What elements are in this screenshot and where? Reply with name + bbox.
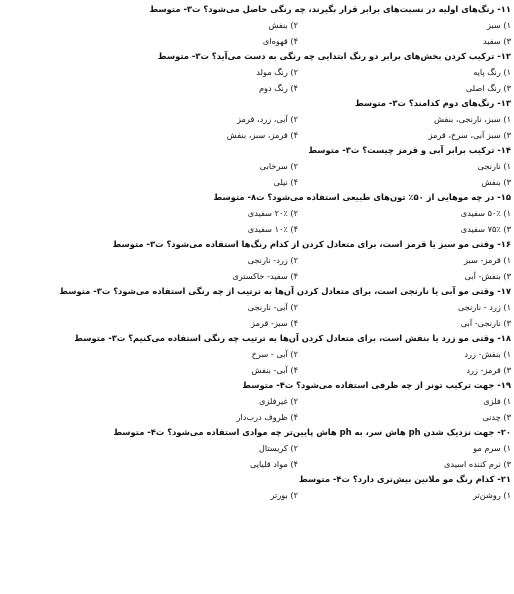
option-row <box>0 111 514 127</box>
option-2[interactable]: ۲) رنگ مولد <box>256 67 298 77</box>
option-1[interactable]: ۱) سبز، نارنجی، بنفش <box>434 114 511 124</box>
option-4[interactable]: ۴) سفید- خاکستری <box>232 271 298 281</box>
option-row <box>0 64 514 80</box>
option-row <box>0 487 514 503</box>
question-16 <box>0 237 514 284</box>
option-1[interactable]: ۱) بنفش- زرد <box>464 349 511 359</box>
question-15 <box>0 190 514 237</box>
option-3[interactable]: ۳) ۷۵٪ سفیدی <box>460 224 511 234</box>
option-4[interactable]: ۴) سبز- قرمز <box>251 318 298 328</box>
option-3[interactable]: ۳) بنفش- آبی <box>464 271 511 281</box>
option-row <box>0 17 514 33</box>
option-row <box>0 174 514 190</box>
option-4[interactable]: ۴) قرمز، سبز، بنفش <box>226 130 298 140</box>
option-row <box>0 205 514 221</box>
option-4[interactable]: ۴) قهوه‌ای <box>262 36 298 46</box>
option-row <box>0 80 514 96</box>
option-row <box>0 346 514 362</box>
option-row <box>0 315 514 331</box>
option-3[interactable]: ۳) نرم کننده اسیدی <box>443 459 511 469</box>
option-4[interactable]: ۴) رنگ دوم <box>258 83 298 93</box>
option-3[interactable]: ۳) بنفش <box>481 177 511 187</box>
question-title: ۲۱- کدام رنگ مو ملانین بیش‌تری دارد؟ ت۴- متوسط <box>298 474 511 484</box>
option-row <box>0 393 514 409</box>
option-2[interactable]: ۲) کریستال <box>258 443 298 453</box>
question-title: ۱۱- رنگ‌های اولیه در نسبت‌های برابر قرار بگیرند، چه رنگی حاصل می‌شود؟ ت۳- متوسط <box>149 4 511 14</box>
question-title: ۱۶- وقتی مو سبز یا قرمز است، برای متعادل کردن از کدام رنگ‌ها استفاده می‌شود؟ ت۳- متوسط <box>112 239 511 249</box>
option-1[interactable]: ۱) رنگ پایه <box>473 67 511 77</box>
question-21 <box>0 472 514 503</box>
option-row <box>0 440 514 456</box>
question-17 <box>0 284 514 331</box>
option-2[interactable]: ۲) بنفش <box>268 20 298 30</box>
option-row <box>0 456 514 472</box>
question-12 <box>0 49 514 96</box>
question-title: ۱۵- در چه موهایی از ۵۰٪ تون‌های طبیعی استفاده می‌شود؟ ت۸- متوسط <box>213 192 511 202</box>
option-3[interactable]: ۳) سبز آبی، سرخ، قرمز <box>428 130 511 140</box>
option-4[interactable]: ۴) آبی- بنفش <box>251 365 298 375</box>
option-3[interactable]: ۳) نارنجی- آبی <box>460 318 511 328</box>
question-title: ۱۸- وقتی مو زرد یا بنفش است، برای متعادل کردن آن‌ها به ترتیب چه رنگی استفاده می‌کنیم؟ ت۳- متوسط <box>74 333 511 343</box>
option-row <box>0 252 514 268</box>
option-row <box>0 221 514 237</box>
option-3[interactable]: ۳) قرمز- زرد <box>466 365 511 375</box>
option-1[interactable]: ۱) زرد - نارنجی <box>457 302 511 312</box>
option-row <box>0 299 514 315</box>
option-4[interactable]: ۴) مواد قلیایی <box>249 459 298 469</box>
option-4[interactable]: ۴) نیلی <box>273 177 298 187</box>
question-18 <box>0 331 514 378</box>
option-row <box>0 362 514 378</box>
option-4[interactable]: ۴) ظروف درب‌دار <box>236 412 298 422</box>
question-title: ۱۳- رنگ‌های دوم کدامند؟ ت۳- متوسط <box>354 98 511 108</box>
option-2[interactable]: ۲) زرد- نارنجی <box>247 255 298 265</box>
option-2[interactable]: ۲) آبی، زرد، قرمز <box>237 114 298 124</box>
option-2[interactable]: ۲) غیرفلزی <box>258 396 298 406</box>
option-3[interactable]: ۳) سفید <box>483 36 511 46</box>
option-1[interactable]: ۱) سرم مو <box>473 443 511 453</box>
option-row <box>0 409 514 425</box>
option-3[interactable]: ۳) چدنی <box>482 412 511 422</box>
option-row <box>0 33 514 49</box>
question-title: ۱۷- وقتی مو آبی یا نارنجی است، برای متعادل کردن آن‌ها به ترتیب از چه رنگی استفاده می‌شود؟ ت۳- متوسط <box>59 286 511 296</box>
option-2[interactable]: ۲) ۲۰٪ سفیدی <box>247 208 298 218</box>
option-2[interactable]: ۲) آبی- نارنجی <box>247 302 298 312</box>
option-1[interactable]: ۱) ۵۰٪ سفیدی <box>460 208 511 218</box>
question-title: ۱۴- ترکیب برابر آبی و قرمز چیست؟ ت۳- متوسط <box>308 145 511 155</box>
option-row <box>0 158 514 174</box>
question-title: ۱۹- جهت ترکیب تونر از چه ظرفی استفاده می‌شود؟ ت۴- متوسط <box>242 380 511 390</box>
question-11 <box>0 2 514 49</box>
question-14 <box>0 143 514 190</box>
question-title: ۲۰- جهت نزدیک شدن ph هاش سر، به ph هاش پایین‌تر چه موادی استفاده می‌شود؟ ت۴- متوسط <box>113 427 511 437</box>
option-row <box>0 268 514 284</box>
question-20 <box>0 425 514 472</box>
option-1[interactable]: ۱) سبز <box>486 20 511 30</box>
option-2[interactable]: ۲) آبی - سرخ <box>251 349 298 359</box>
question-19 <box>0 378 514 425</box>
option-3[interactable]: ۳) رنگ اصلی <box>465 83 511 93</box>
option-1[interactable]: ۱) روشن‌تر <box>473 490 511 500</box>
question-13 <box>0 96 514 143</box>
option-2[interactable]: ۲) بورتر <box>270 490 298 500</box>
option-1[interactable]: ۱) فلزی <box>483 396 511 406</box>
question-title: ۱۲- ترکیب کردن بخش‌های برابر دو رنگ ابتدایی چه رنگی به دست می‌آید؟ ت۳- متوسط <box>157 51 511 61</box>
option-1[interactable]: ۱) نارنجی <box>477 161 511 171</box>
option-2[interactable]: ۲) سرخابی <box>259 161 298 171</box>
option-row <box>0 127 514 143</box>
option-4[interactable]: ۴) ۱۰٪ سفیدی <box>247 224 298 234</box>
option-1[interactable]: ۱) قرمز- سبز <box>464 255 511 265</box>
